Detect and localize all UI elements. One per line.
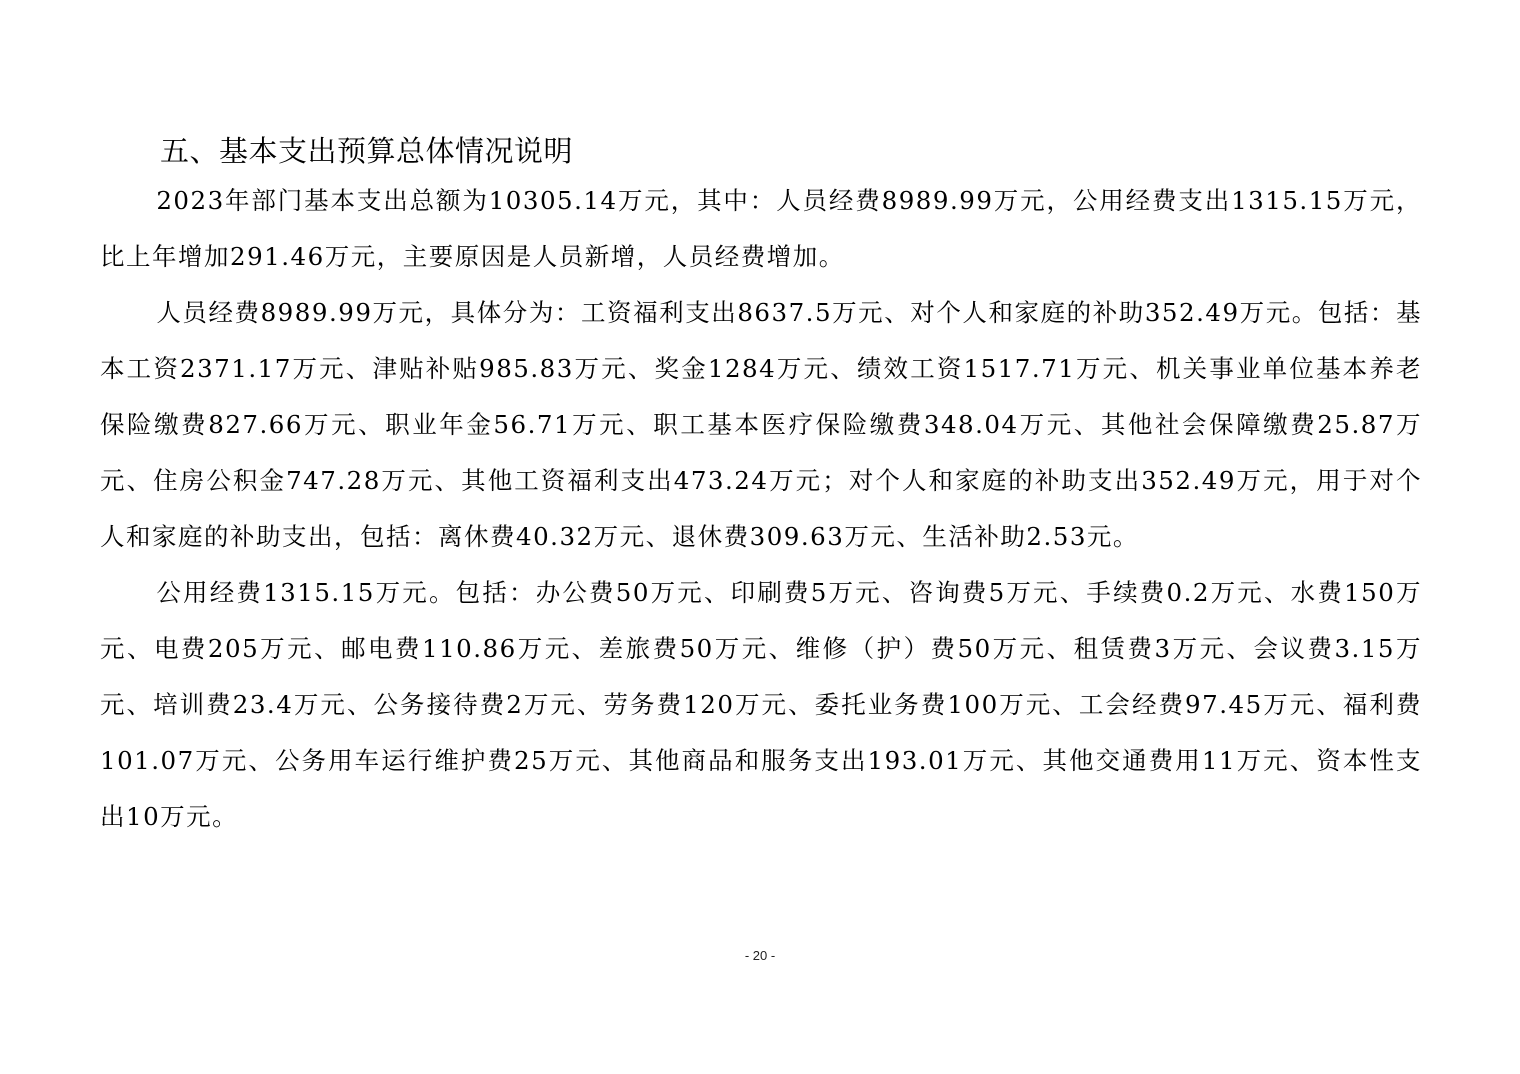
paragraph-public-expenses: 公用经费1315.15万元。包括：办公费50万元、印刷费5万元、咨询费5万元、手续费0.2万元、水费150万元、电费205万元、邮电费110.86万元、差旅费50万元、维修（护）费50万元、租赁费3万元、会议费3.15万元、培训费23.4万元、公务接待费2万元、劳务费120万元、委托业务费100万元、工会经费97.45万元、福利费101.07万元、公务用车运行维护费25万元、其他商品和服务支出193.01万元、其他交通费用11万元、资本性支出10万元。 <box>100 578 1422 831</box>
section-heading: 五、基本支出预算总体情况说明 <box>160 134 574 168</box>
body-text <box>100 173 1422 845</box>
page-number: - 20 - <box>744 948 776 963</box>
paragraph-basic-expenditure-total: 2023年部门基本支出总额为10305.14万元，其中：人员经费8989.99万元，公用经费支出1315.15万元，比上年增加291.46万元，主要原因是人员新增，人员经费增加。 <box>100 186 1422 271</box>
paragraph-personnel-expenses: 人员经费8989.99万元，具体分为：工资福利支出8637.5万元、对个人和家庭的补助352.49万元。包括：基本工资2371.17万元、津贴补贴985.83万元、奖金1284万元、绩效工资1517.71万元、机关事业单位基本养老保险缴费827.66万元、职业年金56.71万元、职工基本医疗保险缴费348.04万元、其他社会保障缴费25.87万元、住房公积金747.28万元、其他工资福利支出473.24万元；对个人和家庭的补助支出352.49万元，用于对个人和家庭的补助支出，包括：离休费40.32万元、退休费309.63万元、生活补助2.53元。 <box>100 298 1422 551</box>
